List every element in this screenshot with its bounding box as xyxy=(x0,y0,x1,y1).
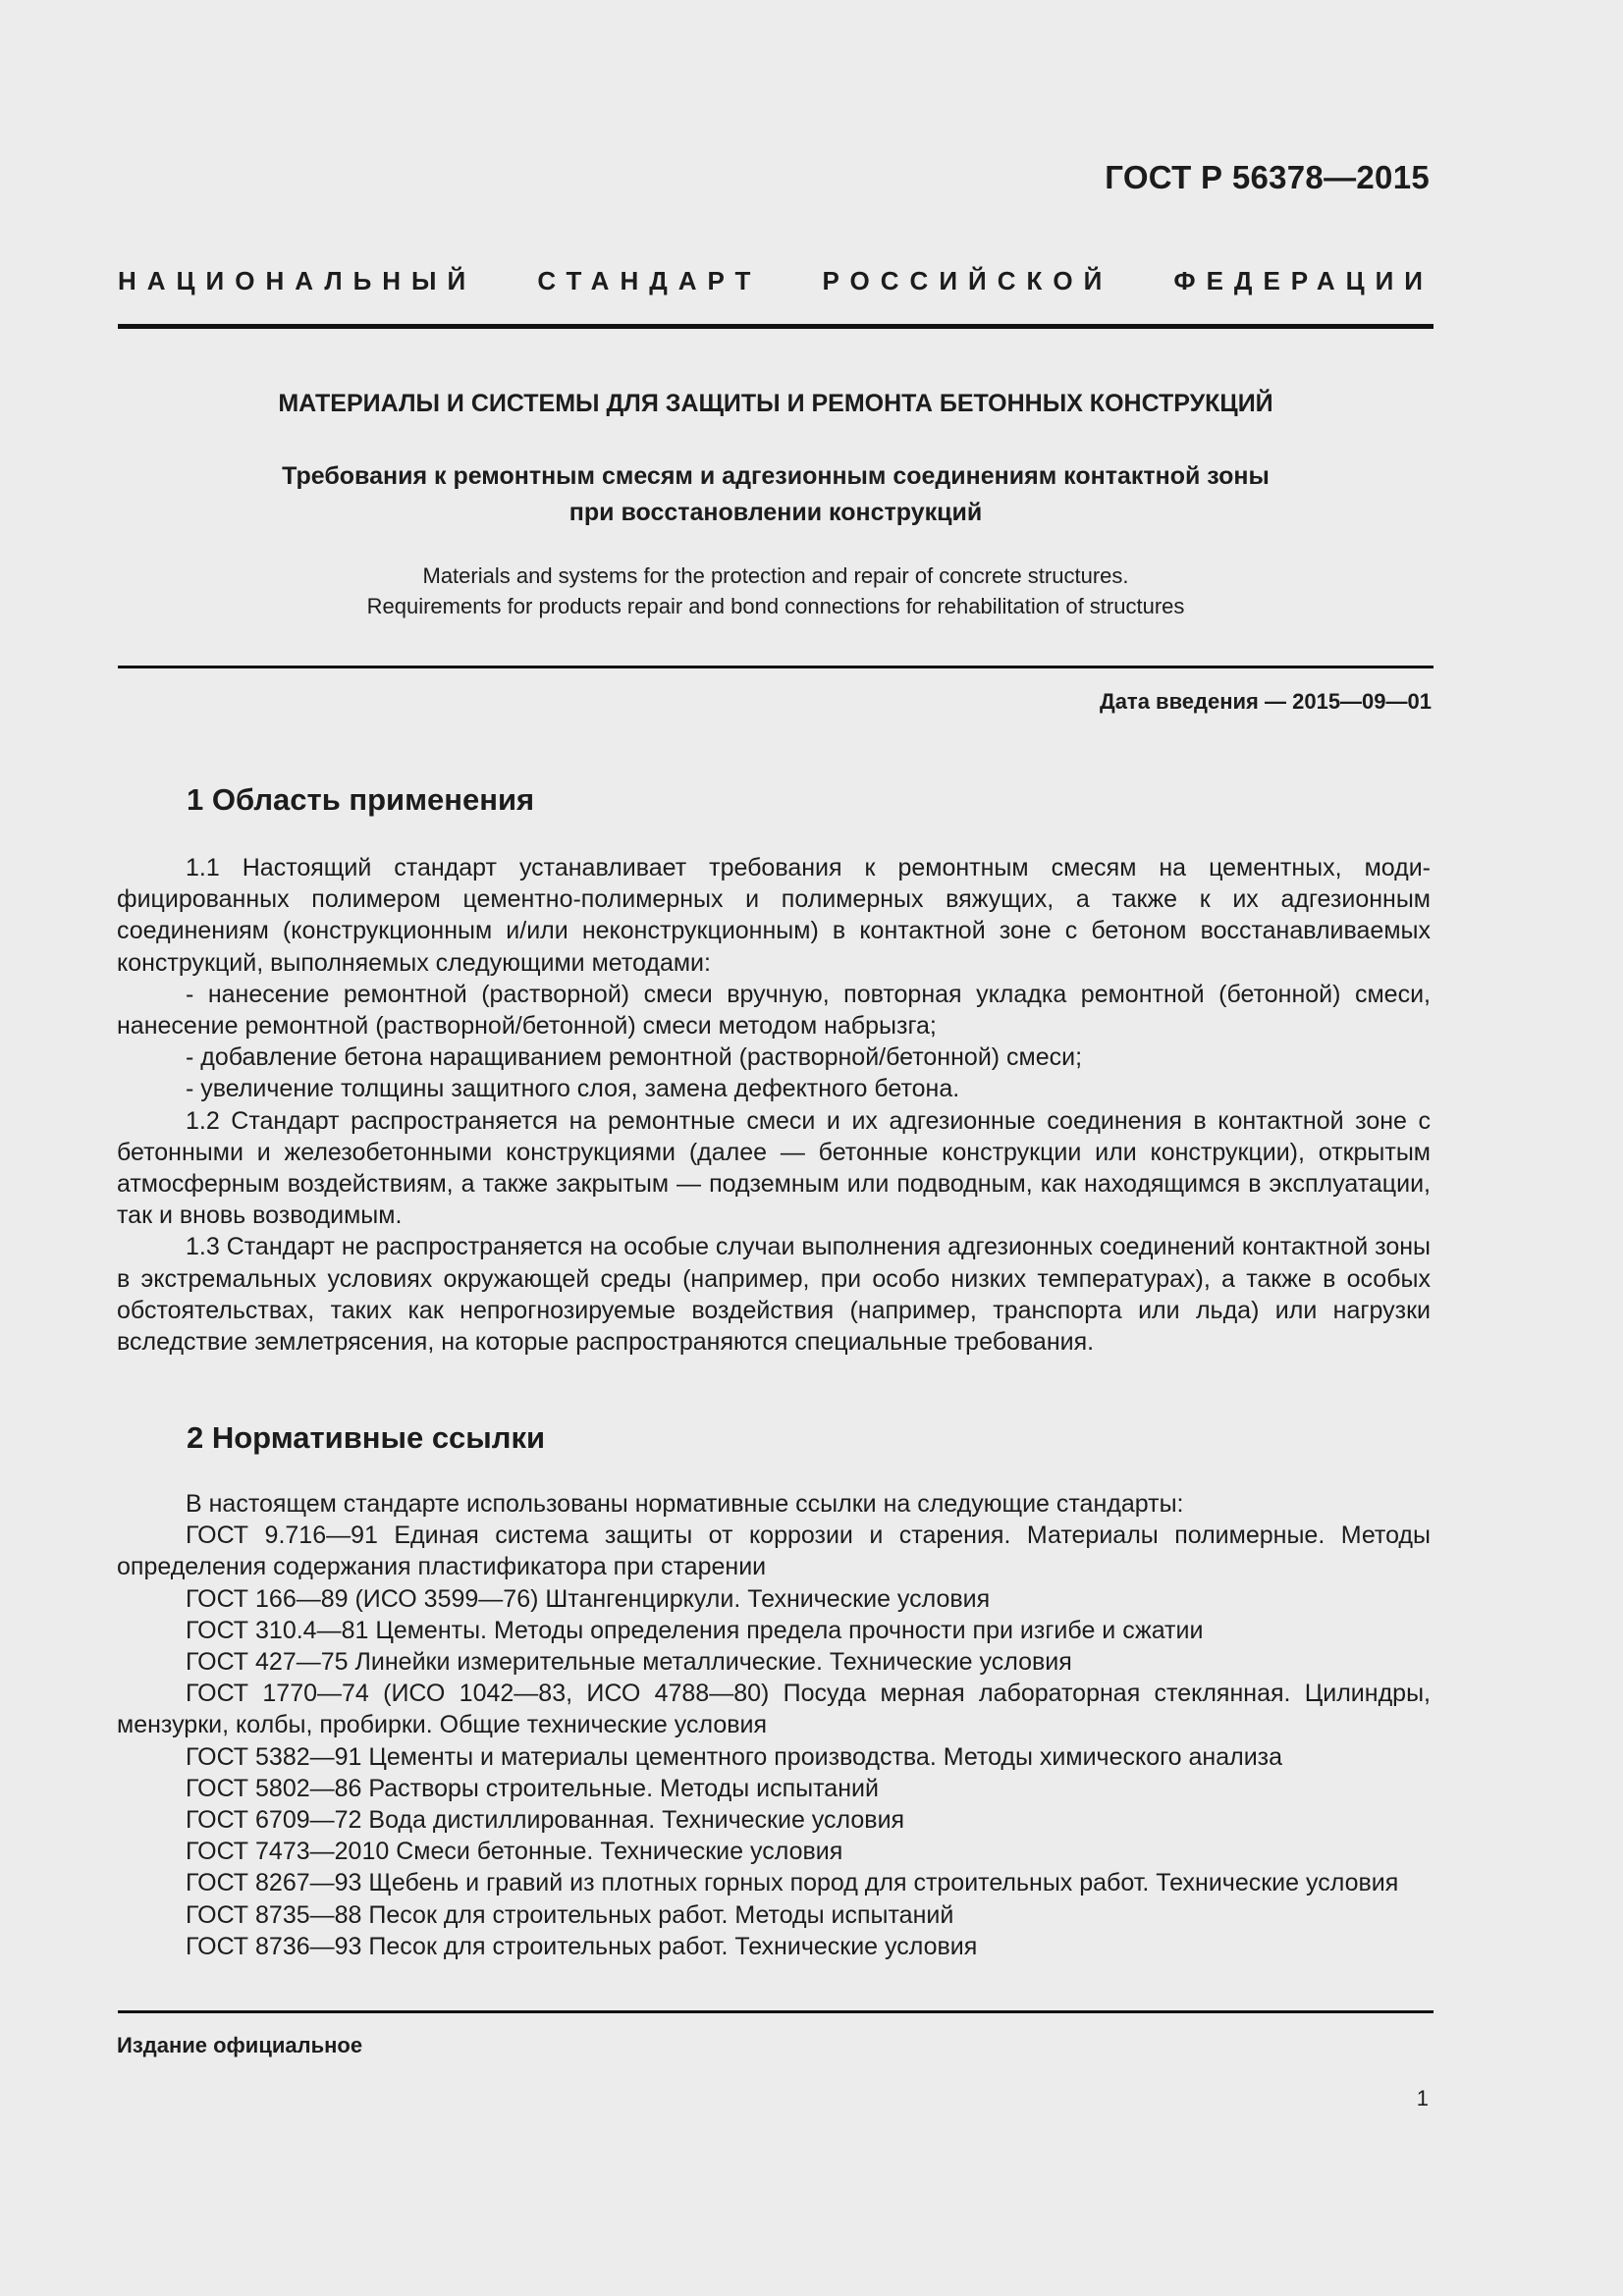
reference-item: ГОСТ 166—89 (ИСО 3599—76) Штангенциркули. Технические условия xyxy=(186,1584,991,1613)
section-heading: 1 Область применения xyxy=(187,782,535,817)
reference-item: ГОСТ 5802—86 Растворы строительные. Методы испытаний xyxy=(186,1774,879,1802)
section-body xyxy=(117,852,1431,1358)
page-number: 1 xyxy=(1416,2086,1429,2110)
paragraph: 1.1 Настоящий стандарт устанавливает требования к ремонтным смесям на цементных, модифицированных полимером цементно-полимерных и полимерных вяжущих, а также к их адгезионным соединениям (конструкционным и/или неконструкционным) в контактной зоне с бетоном восстанавливаемых конструкций, выполняемых следующими методами: xyxy=(117,854,1431,977)
reference-item: ГОСТ 6709—72 Вода дистиллированная. Технические условия xyxy=(186,1806,905,1835)
reference-item: ГОСТ 8735—88 Песок для строительных работ. Методы испытаний xyxy=(186,1900,954,1929)
national-word: РОССИЙСКОЙ xyxy=(822,266,1113,295)
english-title-line: Requirements for products repair and bond connections for rehabilitation of structures xyxy=(366,594,1185,618)
english-title xyxy=(118,561,1434,621)
section-body xyxy=(117,1488,1431,1962)
list-item: - увеличение толщины защитного слоя, замена дефектного бетона. xyxy=(186,1075,960,1103)
document-title: МАТЕРИАЛЫ И СИСТЕМЫ ДЛЯ ЗАЩИТЫ И РЕМОНТА БЕТОННЫХ КОНСТРУКЦИЙ xyxy=(278,390,1273,417)
header-divider xyxy=(118,324,1434,329)
footer-divider xyxy=(118,2010,1434,2013)
document-number: ГОСТ Р 56378—2015 xyxy=(1105,159,1430,195)
document-subtitle xyxy=(118,458,1434,531)
reference-item: ГОСТ 310.4—81 Цементы. Методы определения предела прочности при изгибе и сжатии xyxy=(186,1616,1204,1644)
title-divider xyxy=(118,666,1434,668)
subtitle-line: Требования к ремонтным смесям и адгезионным соединениям контактной зоны xyxy=(282,462,1270,490)
english-title-line: Materials and systems for the protection and repair of concrete structures. xyxy=(422,563,1129,588)
subtitle-line: при восстановлении конструкций xyxy=(568,499,983,526)
reference-item: ГОСТ 8736—93 Песок для строительных работ. Технические условия xyxy=(186,1932,978,1960)
reference-item: ГОСТ 7473—2010 Смеси бетонные. Технические условия xyxy=(186,1838,843,1866)
reference-item: ГОСТ 427—75 Линейки измерительные металлические. Технические условия xyxy=(186,1648,1072,1677)
list-item: - нанесение ремонтной (растворной) смеси вручную, повторная укладка ремонтной (бетонной) смеси, нанесение ремонтной (растворной/бетонной) смеси методом набрызга; xyxy=(117,980,1431,1041)
reference-item: ГОСТ 9.716—91 Единая система защиты от коррозии и старения. Материалы полимерные. Методы определения содержания пластификатора при старении xyxy=(117,1522,1431,1581)
national-word: СТАНДАРТ xyxy=(537,266,762,295)
reference-item: ГОСТ 5382—91 Цементы и материалы цементного производства. Методы химического анализа xyxy=(186,1742,1283,1771)
list-item: - добавление бетона наращиванием ремонтной (растворной/бетонной) смеси; xyxy=(186,1043,1083,1072)
official-edition-label: Издание официальное xyxy=(117,2033,363,2057)
reference-item: ГОСТ 1770—74 (ИСО 1042—83, ИСО 4788—80) Посуда мерная лабораторная стеклянная. Цилиндры, мензурки, колбы, пробирки. Общие технические условия xyxy=(117,1680,1431,1739)
section-heading: 2 Нормативные ссылки xyxy=(187,1420,546,1455)
national-word: НАЦИОНАЛЬНЫЙ xyxy=(118,266,477,295)
national-word: ФЕДЕРАЦИИ xyxy=(1173,266,1434,295)
introduction-date: Дата введения — 2015—09—01 xyxy=(1100,689,1432,714)
national-standard-heading xyxy=(118,266,1434,296)
reference-item: ГОСТ 8267—93 Щебень и гравий из плотных горных пород для строительных работ. Технические условия xyxy=(186,1869,1399,1897)
paragraph: 1.2 Стандарт распространяется на ремонтные смеси и их адгезионные соединения в контактной зоне с бетонными и железобетонными конструкциями (далее — бетонные конструкции или конструкции), открытым атмосферным воздействиям, а также закрытым — подземным или подводным, как находящимся в эксплуатации, так и вновь возводимым. xyxy=(117,1106,1431,1230)
paragraph: В настоящем стандарте использованы нормативные ссылки на следующие стандарты: xyxy=(186,1490,1184,1518)
paragraph: 1.3 Стандарт не распространяется на особые случаи выполнения адгезионных соединений контактной зоны в экстремальных условиях окружающей среды (например, при особо низких температурах), а также в особых обстоятельствах, таких как непрогнозируемые воздействия (например, транспорта или льда) или нагрузки вследствие землетрясения, на которые распространяются специальные требования. xyxy=(117,1233,1431,1357)
